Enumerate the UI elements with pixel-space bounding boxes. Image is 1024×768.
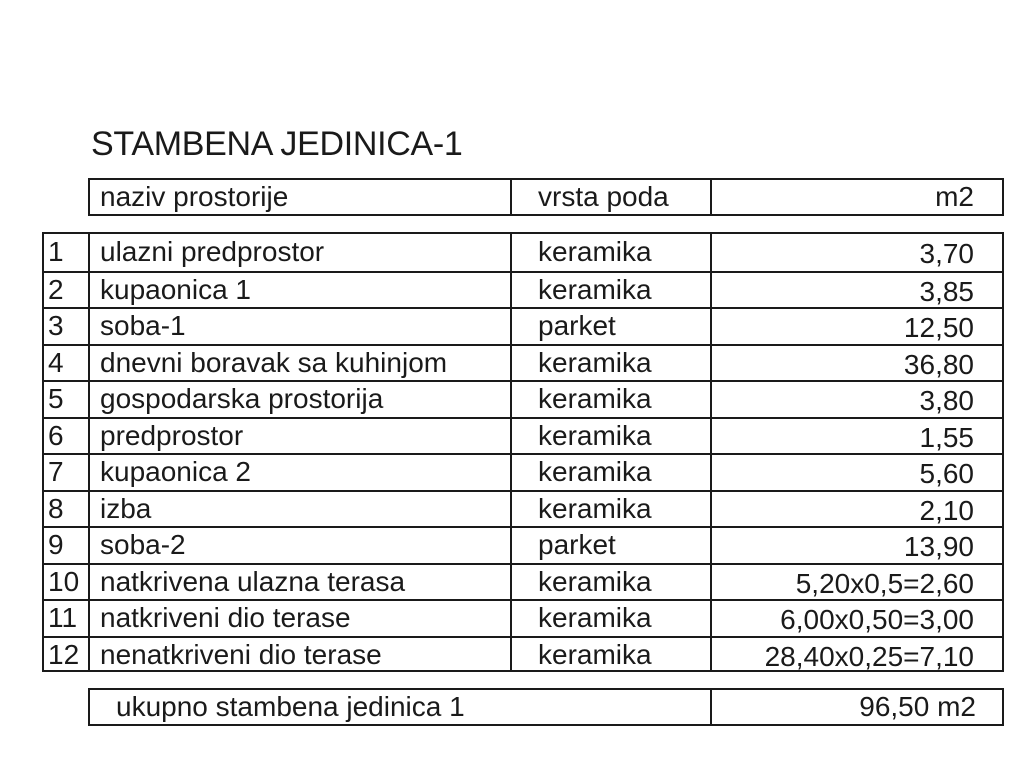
table-row [44, 307, 1002, 344]
table-row [44, 380, 1002, 417]
room-name: kupaonica 2 [90, 455, 512, 490]
header-floor: vrsta poda [512, 180, 712, 214]
floor-type: keramika [512, 382, 712, 417]
room-name: soba-1 [90, 309, 512, 344]
row-number: 5 [44, 382, 90, 417]
room-name: soba-2 [90, 528, 512, 563]
floor-type: keramika [512, 638, 712, 673]
row-number: 1 [44, 234, 90, 271]
room-area: 28,40x0,25=7,10 [764, 640, 974, 672]
room-area: 12,50 [903, 312, 974, 344]
row-number: 9 [44, 528, 90, 563]
floor-type: keramika [512, 346, 712, 381]
room-area: 3,70 [919, 238, 974, 270]
total-value: 96,50 m2 [859, 691, 976, 722]
row-number: 2 [44, 273, 90, 308]
total-row [88, 688, 1004, 726]
room-area: 6,00x0,50=3,00 [780, 604, 974, 636]
room-area: 13,90 [903, 531, 974, 563]
room-name: gospodarska prostorija [90, 382, 512, 417]
floor-type: keramika [512, 565, 712, 600]
room-name: ulazni predprostor [90, 234, 512, 271]
total-label: ukupno stambena jedinica 1 [90, 690, 712, 724]
floor-type: keramika [512, 601, 712, 636]
row-number: 12 [44, 638, 90, 673]
row-number: 6 [44, 419, 90, 454]
table-row [44, 636, 1002, 673]
room-area: 5,60 [919, 458, 974, 490]
room-area: 1,55 [919, 421, 974, 453]
floor-type: parket [512, 309, 712, 344]
room-area: 36,80 [903, 348, 974, 380]
room-area: 3,85 [919, 275, 974, 307]
table-row [44, 417, 1002, 454]
table-row [44, 234, 1002, 271]
floor-type: keramika [512, 273, 712, 308]
room-name: nenatkriveni dio terase [90, 638, 512, 673]
floor-type: keramika [512, 455, 712, 490]
row-number: 10 [44, 565, 90, 600]
room-area: 2,10 [919, 494, 974, 526]
table-row [44, 344, 1002, 381]
floor-type: parket [512, 528, 712, 563]
header-area: m2 [935, 181, 974, 212]
table-row [44, 271, 1002, 308]
header-name: naziv prostorije [90, 180, 512, 214]
room-area: 3,80 [919, 385, 974, 417]
table-row [44, 599, 1002, 636]
room-name: dnevni boravak sa kuhinjom [90, 346, 512, 381]
room-name: natkriveni dio terase [90, 601, 512, 636]
row-number: 8 [44, 492, 90, 527]
floor-type: keramika [512, 492, 712, 527]
header-row [90, 180, 1002, 214]
room-area: 5,20x0,5=2,60 [795, 567, 974, 599]
floor-type: keramika [512, 234, 712, 271]
page-title: STAMBENA JEDINICA-1 [91, 125, 463, 163]
row-number: 11 [44, 601, 90, 636]
row-number: 4 [44, 346, 90, 381]
table-row [44, 453, 1002, 490]
total-row-content [90, 690, 1002, 724]
table-row [44, 526, 1002, 563]
room-name: kupaonica 1 [90, 273, 512, 308]
row-number: 7 [44, 455, 90, 490]
room-name: natkrivena ulazna terasa [90, 565, 512, 600]
table-row [44, 490, 1002, 527]
rooms-table [42, 232, 1004, 672]
table-row [44, 563, 1002, 600]
row-number: 3 [44, 309, 90, 344]
floor-type: keramika [512, 419, 712, 454]
room-name: izba [90, 492, 512, 527]
room-name: predprostor [90, 419, 512, 454]
table-header [88, 178, 1004, 216]
